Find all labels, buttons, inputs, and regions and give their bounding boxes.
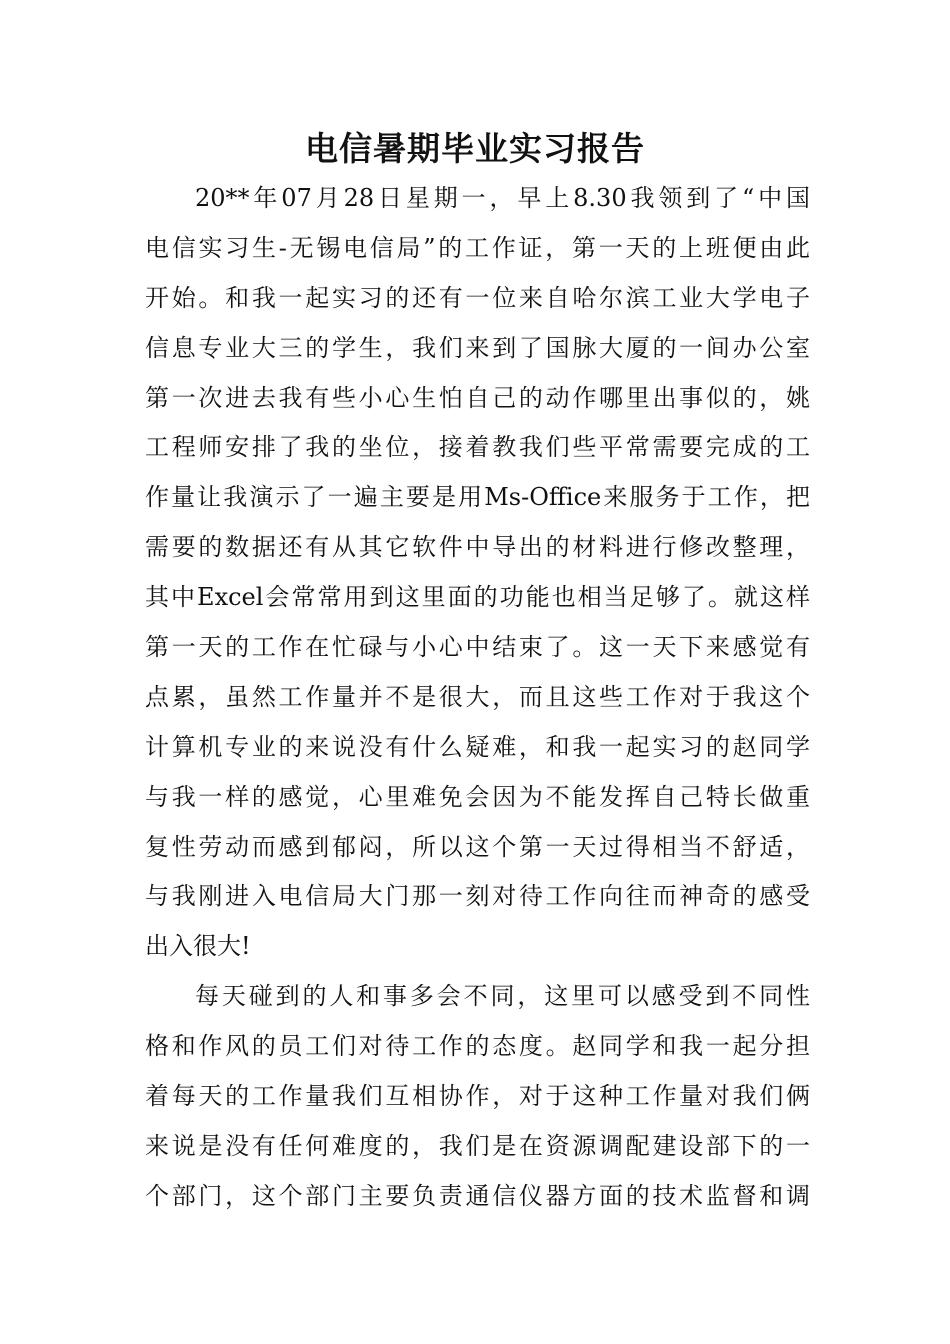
paragraph-1-line-16: 出入很大! (145, 932, 251, 961)
paragraph-2-line-1: 每天碰到的人和事多会不同，这里可以感受到不同性 (195, 982, 810, 1011)
paragraph-1-line-5: 第一次进去我有些小心生怕自己的动作哪里出事似的，姚 (145, 383, 810, 412)
paragraph-2-line-3: 着每天的工作量我们互相协作，对于这种工作量对我们俩 (145, 1082, 810, 1111)
paragraph-1-line-1: 20**年07月28日星期一，早上8.30我领到了“中国 (195, 184, 810, 212)
paragraph-1-line-13: 与我一样的感觉，心里难免会因为不能发挥自己特长做重 (145, 782, 810, 811)
paragraph-1-line-6: 工程师安排了我的坐位，接着教我们些平常需要完成的工 (145, 433, 810, 462)
paragraph-1-line-11: 点累，虽然工作量并不是很大，而且这些工作对于我这个 (145, 682, 810, 711)
document-title: 电信暑期毕业实习报告 (305, 129, 645, 168)
paragraph-1-line-14: 复性劳动而感到郁闷，所以这个第一天过得相当不舒适， (145, 832, 810, 861)
paragraph-2-line-2: 格和作风的员工们对待工作的态度。赵同学和我一起分担 (145, 1032, 810, 1061)
paragraph-1-line-8: 需要的数据还有从其它软件中导出的材料进行修改整理， (145, 533, 810, 562)
paragraph-1-line-15: 与我刚进入电信局大门那一刻对待工作向往而神奇的感受 (145, 882, 810, 911)
paragraph-1-line-3: 开始。和我一起实习的还有一位来自哈尔滨工业大学电子 (145, 283, 810, 312)
paragraph-2-line-5: 个部门，这个部门主要负责通信仪器方面的技术监督和调 (145, 1181, 810, 1210)
paragraph-1-line-2: 电信实习生-无锡电信局”的工作证，第一天的上班便由此 (145, 233, 810, 262)
paragraph-1-line-12: 计算机专业的来说没有什么疑难，和我一起实习的赵同学 (145, 732, 810, 761)
paragraph-1-line-4: 信息专业大三的学生，我们来到了国脉大厦的一间办公室 (145, 333, 810, 362)
paragraph-1-line-7: 作量让我演示了一遍主要是用Ms-Office来服务于工作，把 (145, 483, 810, 512)
paragraph-2-line-4: 来说是没有任何难度的，我们是在资源调配建设部下的一 (145, 1131, 810, 1160)
paragraph-1-line-10: 第一天的工作在忙碌与小心中结束了。这一天下来感觉有 (145, 633, 810, 662)
paragraph-1-line-9: 其中Excel会常常用到这里面的功能也相当足够了。就这样 (145, 583, 810, 612)
document-body (145, 174, 810, 1222)
